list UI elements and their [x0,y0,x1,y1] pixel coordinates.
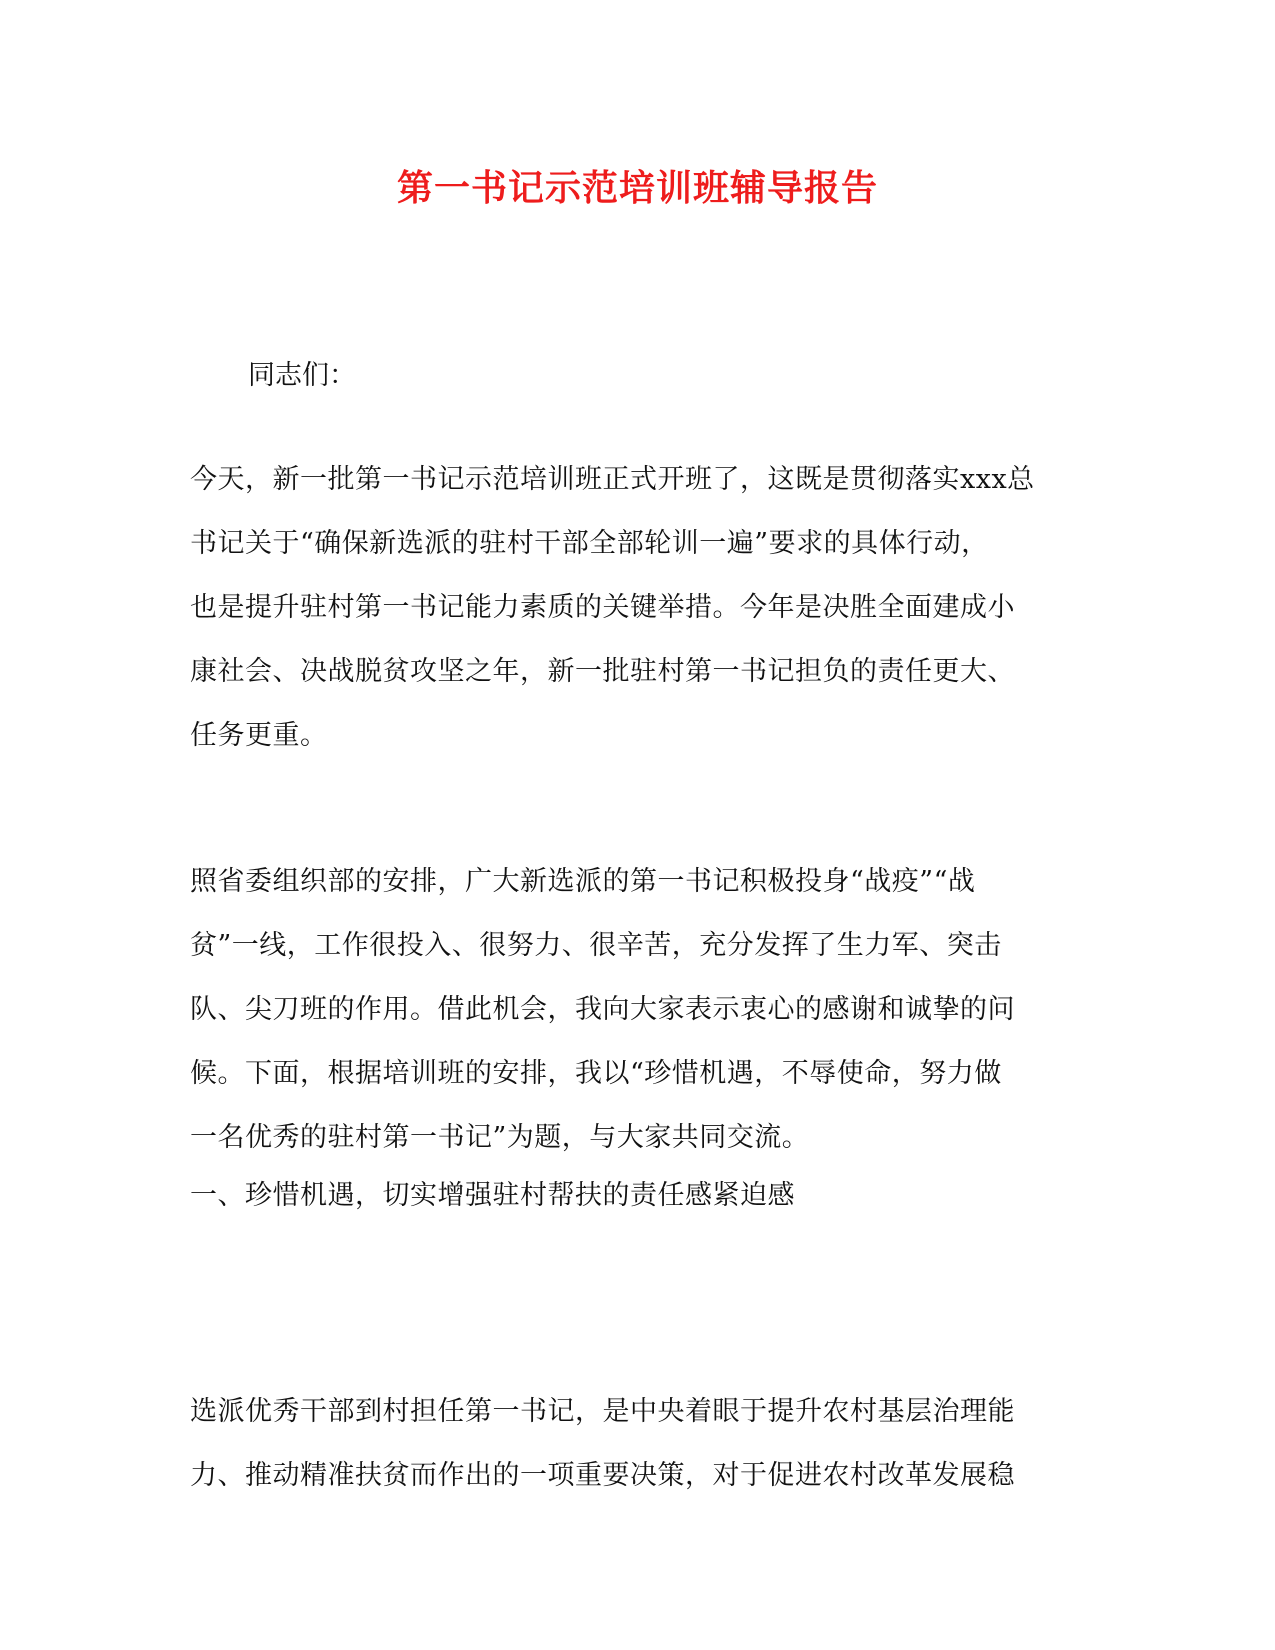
paragraph-3-line-1: 选派优秀干部到村担任第一书记，是中央着眼于提升农村基层治理能 [190,1396,1015,1427]
paragraph-1-line-2: 书记关于“确保新选派的驻村干部全部轮训一遍”要求的具体行动， [190,528,989,559]
paragraph-1-line-4: 康社会、决战脱贫攻坚之年，新一批驻村第一书记担负的责任更大、 [190,656,1015,687]
paragraph-1-line-3: 也是提升驻村第一书记能力素质的关键举措。今年是决胜全面建成小 [190,592,1015,623]
section-heading-1: 一、珍惜机遇，切实增强驻村帮扶的责任感紧迫感 [190,1180,795,1211]
paragraph-1-line-5: 任务更重。 [190,720,328,751]
document-title: 第一书记示范培训班辅导报告 [396,167,878,209]
paragraph-1-line-1: 今天，新一批第一书记示范培训班正式开班了，这既是贯彻落实xxx总 [190,464,1035,495]
paragraph-2-line-3: 队、尖刀班的作用。借此机会，我向大家表示衷心的感谢和诚挚的问 [190,994,1015,1025]
paragraph-2-line-2: 贫”一线，工作很投入、很努力、很辛苦，充分发挥了生力军、突击 [190,930,1002,961]
salutation: 同志们： [248,360,356,391]
paragraph-2-line-5: 一名优秀的驻村第一书记”为题，与大家共同交流。 [190,1122,810,1153]
paragraph-3-line-2: 力、推动精准扶贫而作出的一项重要决策，对于促进农村改革发展稳 [190,1460,1015,1491]
paragraph-2-line-1: 照省委组织部的安排，广大新选派的第一书记积极投身“战疫”“战 [190,866,976,897]
paragraph-2-line-4: 候。下面，根据培训班的安排，我以“珍惜机遇，不辱使命，努力做 [190,1058,1002,1089]
